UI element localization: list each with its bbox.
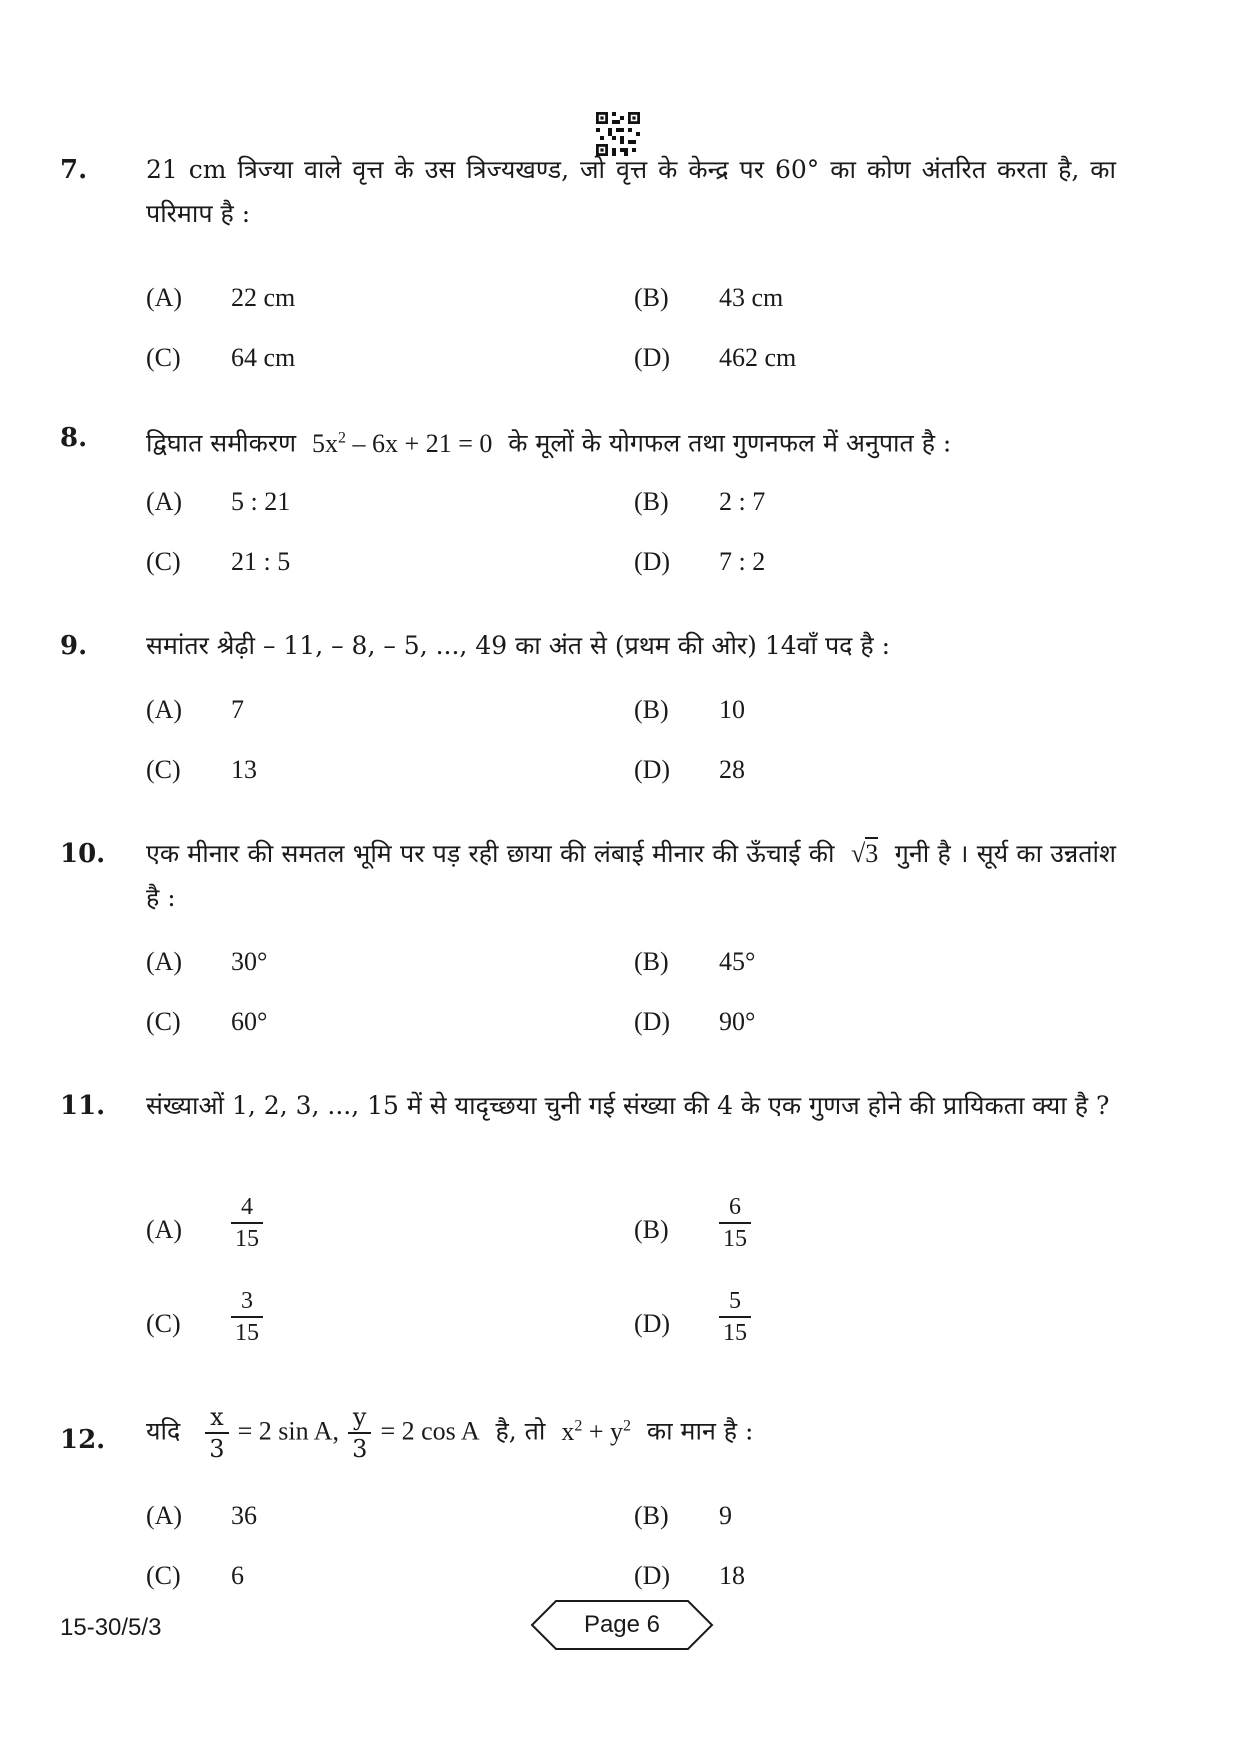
option-label: (D) — [634, 755, 671, 784]
option-value: 462 cm — [719, 343, 797, 372]
question-text-after: गुनी है । सूर्य का उन्नतांश है : — [146, 839, 1116, 912]
option-label: (B) — [634, 487, 669, 516]
option-value: 90° — [719, 1007, 756, 1036]
question-text — [146, 416, 1116, 466]
question-number: 12. — [60, 1425, 106, 1455]
option-label: (B) — [634, 1215, 669, 1244]
fraction: $\frac{6}{15}$ — [719, 1192, 751, 1254]
option-value: 7 : 2 — [719, 547, 766, 576]
option-value: 64 cm — [231, 343, 296, 372]
option-label: (A) — [146, 1501, 183, 1530]
option-label: (A) — [146, 1215, 183, 1244]
question-text: समांतर श्रेढ़ी – 11, – 8, – 5, ..., 49 का अंत से (प्रथम की ओर) 14वाँ पद है : — [146, 631, 891, 660]
question-text-after: के मूलों के योगफल तथा गुणनफल में अनुपात है : — [508, 428, 952, 458]
option-value: 9 — [719, 1501, 732, 1530]
question-number: 11. — [60, 1091, 106, 1121]
option-label: (D) — [634, 547, 671, 576]
option-value: 28 — [719, 755, 745, 784]
fraction: $\frac{4}{15}$ — [231, 1192, 263, 1254]
option-label: (A) — [146, 947, 183, 976]
option-label: (A) — [146, 695, 183, 724]
option-label: (B) — [634, 695, 669, 724]
option-label: (C) — [146, 1561, 181, 1590]
option-value: 21 : 5 — [231, 547, 291, 576]
option-label: (D) — [634, 1309, 671, 1338]
option-value: 2 : 7 — [719, 487, 766, 516]
page-label: Page 6 — [583, 1611, 661, 1638]
option-label: (C) — [146, 755, 181, 784]
question-number: 7. — [60, 155, 88, 185]
question-text: 21 cm त्रिज्या वाले वृत्त के उस त्रिज्यखण्ड, जो वृत्त के केन्द्र पर 60° का कोण अंतरित करता है, का परिमाप है : — [146, 155, 1116, 228]
fraction-y-over-3: $\frac{y}{3}$ — [347, 1402, 373, 1464]
option-value: 7 — [231, 695, 244, 724]
question-text-before: द्विघात समीकरण — [146, 428, 297, 458]
fraction: $\frac{5}{15}$ — [719, 1286, 751, 1348]
option-label: (C) — [146, 1309, 181, 1338]
fraction-x-over-3: $\frac{x}{3}$ — [204, 1402, 230, 1464]
option-value: 36 — [231, 1501, 257, 1530]
option-label: (D) — [634, 1007, 671, 1036]
paper-code: 15-30/5/3 — [60, 1614, 162, 1641]
question-number: 9. — [60, 631, 88, 661]
option-value: 22 cm — [231, 283, 296, 312]
option-label: (A) — [146, 487, 183, 516]
question-text-before: एक मीनार की समतल भूमि पर पड़ रही छाया की लंबाई मीनार की ऊँचाई की — [146, 839, 835, 868]
fraction: $\frac{3}{15}$ — [231, 1286, 263, 1348]
page-number-badge — [530, 1598, 714, 1652]
equation: $5x^2 - 6x + 21 = 0$ — [312, 428, 493, 458]
question-text: यदि $\frac{x}{3}$ = 2 sin A, $\frac{y}{3}$ = 2 cos A है, तो $x^2 + y^2$ का मान है : — [146, 1403, 754, 1463]
expression: $x^2 + y^2$ — [561, 1416, 631, 1446]
option-label: (C) — [146, 1007, 181, 1036]
option-label: (D) — [634, 343, 671, 372]
option-label: (B) — [634, 947, 669, 976]
option-value: 43 cm — [719, 283, 784, 312]
question-text: संख्याओं 1, 2, 3, ..., 15 में से यादृच्छया चुनी गई संख्या की 4 के एक गुणज होने की प्रायिकता क्या है ? — [146, 1091, 1110, 1120]
option-label: (C) — [146, 547, 181, 576]
option-value: 10 — [719, 695, 745, 724]
option-value: 45° — [719, 947, 756, 976]
option-label: (A) — [146, 283, 183, 312]
option-value: 18 — [719, 1561, 745, 1590]
question-text — [146, 832, 1116, 920]
option-label: (C) — [146, 343, 181, 372]
option-value: 6 — [231, 1561, 244, 1590]
option-value: 60° — [231, 1007, 268, 1036]
option-value: 5 : 21 — [231, 487, 291, 516]
option-value: 13 — [231, 755, 257, 784]
option-label: (D) — [634, 1561, 671, 1590]
question-number: 8. — [60, 423, 88, 453]
question-number: 10. — [60, 839, 106, 869]
sqrt-expression: √3 — [851, 839, 879, 868]
option-label: (B) — [634, 1501, 669, 1530]
option-label: (B) — [634, 283, 669, 312]
option-value: 30° — [231, 947, 268, 976]
